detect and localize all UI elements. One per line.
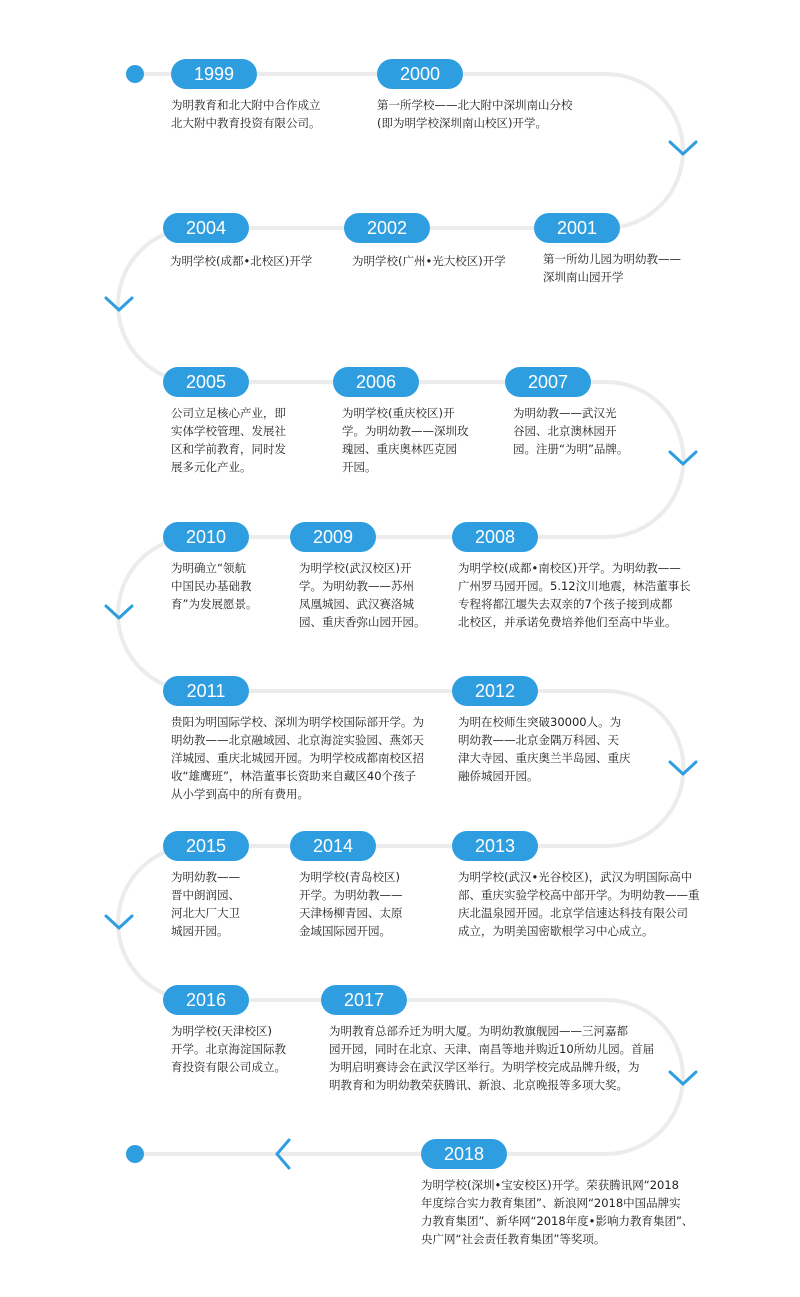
event-description: 第一所学校——北大附中深圳南山分校 (即为明学校深圳南山校区)开学。 [377, 98, 573, 130]
year-badge: 2006 [333, 367, 419, 397]
event-description: 为明幼教——武汉光 谷园、北京澳林园开 园。注册“为明”品牌。 [513, 406, 629, 456]
event-description: 为明教育总部乔迁为明大厦。为明幼教旗舰园——三河嘉都 园开园，同时在北京、天津、南昌等地并购近10所幼儿园。首届 为明启明赛诗会在武汉学区举行。为明学校完成品牌升级，为 明教育和为明幼教荣获腾讯、新浪、北京晚报等多项大奖。 [329, 1024, 655, 1092]
year-badge: 2000 [377, 59, 463, 89]
timeline-start-dot [126, 65, 144, 83]
event-description: 为明学校(成都•北校区)开学 [170, 254, 313, 268]
event-description: 为明在校师生突破30000人。为 明幼教——北京金隅万科园、天 津大寺园、重庆奥兰半岛园、重庆 融侨城园开园。 [458, 715, 631, 783]
event-description: 第一所幼儿园为明幼教—— 深圳南山园开学 [543, 252, 681, 284]
event-description: 为明学校(成都•南校区)开学。为明幼教—— 广州罗马园开园。5.12汶川地震，林浩董事长 专程将都江堰失去双亲的7个孩子接到成都 北校区，并承诺免费培养他们至高中毕业。 [458, 561, 691, 629]
event-description: 为明教育和北大附中合作成立 北大附中教育投资有限公司。 [171, 98, 321, 130]
year-badge: 2001 [534, 213, 620, 243]
year-badge: 2014 [290, 831, 376, 861]
year-badge: 2018 [421, 1139, 507, 1169]
event-description: 为明学校(武汉校区)开 学。为明幼教——苏州 凤凰城园、武汉赛洛城 园、重庆香弥山园开园。 [299, 561, 426, 629]
event-description: 为明学校(深圳•宝安校区)开学。荣获腾讯网“2018 年度综合实力教育集团”、新浪网“2018中国品牌实 力教育集团”、新华网“2018年度•影响力教育集团”、 央广网“社会责任教育集团”等奖项。 [421, 1178, 694, 1246]
event-description: 为明学校(广州•光大校区)开学 [352, 254, 506, 268]
event-description: 为明学校(天津校区) 开学。北京海淀国际教 育投资有限公司成立。 [171, 1024, 286, 1074]
event-description: 为明学校(重庆校区)开 学。为明幼教——深圳玫 瑰园、重庆奥林匹克园 开园。 [342, 406, 469, 474]
event-description: 为明幼教—— 晋中朗润园、 河北大厂大卫 城园开园。 [171, 870, 240, 938]
year-badge: 2013 [452, 831, 538, 861]
event-description: 为明学校(青岛校区) 开学。为明幼教—— 天津杨柳青园、太原 金域国际园开园。 [299, 870, 403, 938]
year-badge: 2005 [163, 367, 249, 397]
year-badge: 2011 [163, 676, 249, 706]
event-description: 为明学校(武汉•光谷校区)，武汉为明国际高中 部、重庆实验学校高中部开学。为明幼教——重 庆北温泉园开园。北京学信速达科技有限公司 成立，为明美国密歇根学习中心成立。 [458, 870, 700, 938]
year-badge: 2015 [163, 831, 249, 861]
year-badge: 2007 [505, 367, 591, 397]
event-description: 公司立足核心产业，即 实体学校管理、发展社 区和学前教育，同时发 展多元化产业。 [171, 406, 286, 474]
year-badge: 2008 [452, 522, 538, 552]
event-description: 为明确立“领航 中国民办基础教 育”为发展愿景。 [171, 561, 258, 611]
year-badge: 2010 [163, 522, 249, 552]
year-badge: 2002 [344, 213, 430, 243]
year-badge: 1999 [171, 59, 257, 89]
event-description: 贵阳为明国际学校、深圳为明学校国际部开学。为 明幼教——北京融域园、北京海淀实验园、燕郊天 洋城园、重庆北城园开园。为明学校成都南校区招 收“雄鹰班”，林浩董事长资助来自藏区40个孩子 从小学到高中的所有费用。 [171, 715, 424, 801]
year-badge: 2004 [163, 213, 249, 243]
year-badge: 2017 [321, 985, 407, 1015]
timeline-end-dot [126, 1145, 144, 1163]
year-badge: 2009 [290, 522, 376, 552]
year-badge: 2012 [452, 676, 538, 706]
year-badge: 2016 [163, 985, 249, 1015]
